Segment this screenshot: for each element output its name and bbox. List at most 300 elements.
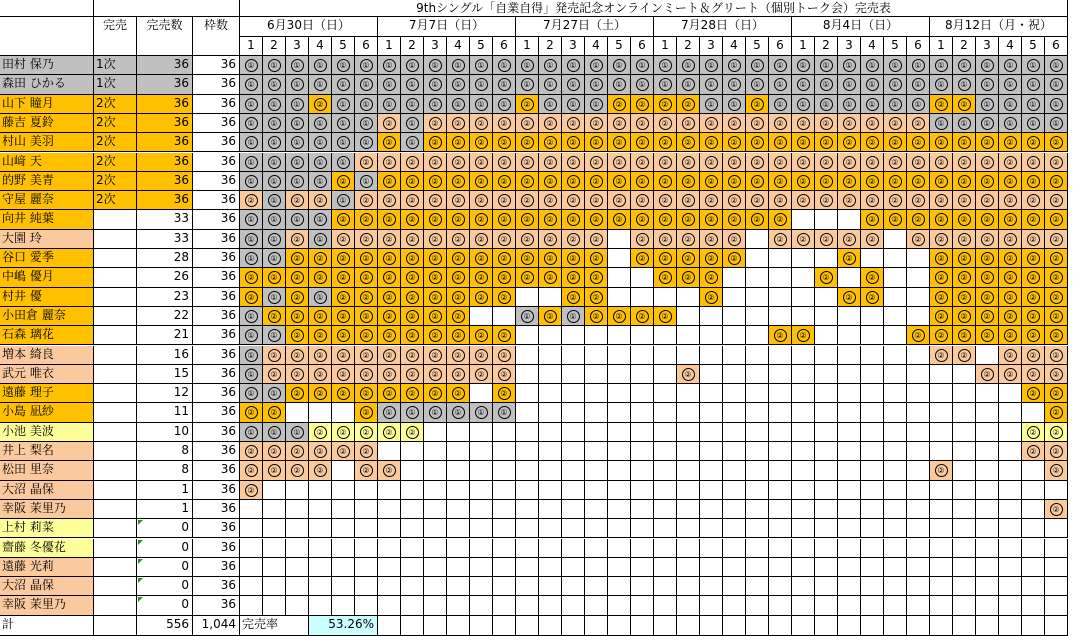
slot-cell[interactable] (631, 423, 654, 442)
slot-cell[interactable] (976, 558, 999, 577)
slot-cell[interactable] (930, 56, 953, 75)
waku-count[interactable]: 36 (193, 230, 240, 249)
slot-cell[interactable] (332, 307, 355, 326)
slot-cell[interactable] (884, 288, 907, 307)
slot-cell[interactable] (424, 442, 447, 461)
kanbai-count[interactable]: 0 (137, 577, 193, 596)
slot-cell[interactable] (999, 384, 1022, 403)
kanbai-count[interactable]: 36 (137, 172, 193, 191)
slot-cell[interactable] (838, 365, 861, 384)
slot-cell[interactable] (585, 268, 608, 287)
slot-cell[interactable] (815, 75, 838, 94)
slot-cell[interactable] (907, 210, 930, 229)
slot-cell[interactable] (930, 384, 953, 403)
slot-cell[interactable] (424, 133, 447, 152)
slot-cell[interactable] (861, 577, 884, 596)
slot-cell[interactable] (930, 114, 953, 133)
slot-cell[interactable] (470, 577, 493, 596)
slot-cell[interactable] (516, 210, 539, 229)
slot-cell[interactable] (631, 75, 654, 94)
slot-cell[interactable] (976, 56, 999, 75)
slot-cell[interactable] (792, 268, 815, 287)
slot-cell[interactable] (1022, 442, 1045, 461)
slot-cell[interactable] (907, 558, 930, 577)
slot-cell[interactable] (309, 307, 332, 326)
slot-cell[interactable] (240, 596, 263, 615)
slot-cell[interactable] (815, 210, 838, 229)
member-name[interactable]: 遠藤 理子 (0, 384, 94, 403)
slot-cell[interactable] (700, 326, 723, 345)
slot-number-header[interactable]: 4 (723, 37, 746, 56)
waku-count[interactable]: 36 (193, 114, 240, 133)
kanbai-status[interactable] (94, 268, 137, 287)
slot-cell[interactable] (723, 346, 746, 365)
slot-cell[interactable] (263, 558, 286, 577)
slot-cell[interactable] (309, 461, 332, 480)
slot-cell[interactable] (608, 500, 631, 519)
slot-cell[interactable] (769, 56, 792, 75)
slot-cell[interactable] (654, 326, 677, 345)
slot-cell[interactable] (562, 95, 585, 114)
slot-cell[interactable] (861, 326, 884, 345)
slot-cell[interactable] (332, 249, 355, 268)
slot-cell[interactable] (424, 191, 447, 210)
slot-cell[interactable] (585, 288, 608, 307)
slot-cell[interactable] (447, 442, 470, 461)
slot-cell[interactable] (999, 423, 1022, 442)
slot-cell[interactable] (539, 133, 562, 152)
member-name[interactable]: 小田倉 麗奈 (0, 307, 94, 326)
slot-cell[interactable] (378, 384, 401, 403)
footer-empty-cell[interactable] (746, 616, 769, 636)
slot-cell[interactable] (1045, 384, 1068, 403)
slot-cell[interactable] (378, 519, 401, 538)
slot-cell[interactable] (470, 384, 493, 403)
slot-cell[interactable] (608, 519, 631, 538)
slot-cell[interactable] (424, 153, 447, 172)
member-name[interactable]: 小島 凪紗 (0, 403, 94, 422)
slot-cell[interactable] (401, 384, 424, 403)
slot-cell[interactable] (378, 133, 401, 152)
slot-cell[interactable] (999, 442, 1022, 461)
slot-number-header[interactable]: 3 (700, 37, 723, 56)
slot-cell[interactable] (861, 384, 884, 403)
slot-cell[interactable] (953, 346, 976, 365)
slot-cell[interactable] (424, 268, 447, 287)
slot-cell[interactable] (424, 210, 447, 229)
slot-cell[interactable] (378, 326, 401, 345)
kanbai-status[interactable] (94, 384, 137, 403)
slot-cell[interactable] (654, 268, 677, 287)
kanbai-status[interactable]: 2次 (94, 95, 137, 114)
footer-total-waku[interactable]: 1,044 (193, 616, 240, 636)
slot-cell[interactable] (930, 346, 953, 365)
slot-cell[interactable] (815, 558, 838, 577)
slot-cell[interactable] (401, 346, 424, 365)
slot-cell[interactable] (815, 307, 838, 326)
kanbai-status[interactable] (94, 403, 137, 422)
slot-cell[interactable] (355, 442, 378, 461)
slot-cell[interactable] (493, 365, 516, 384)
slot-number-header[interactable]: 1 (240, 37, 263, 56)
slot-cell[interactable] (470, 558, 493, 577)
footer-empty-cell[interactable] (861, 616, 884, 636)
slot-cell[interactable] (355, 461, 378, 480)
slot-cell[interactable] (907, 230, 930, 249)
slot-cell[interactable] (585, 365, 608, 384)
slot-cell[interactable] (1045, 577, 1068, 596)
slot-cell[interactable] (769, 75, 792, 94)
slot-cell[interactable] (516, 230, 539, 249)
member-name[interactable]: 森田 ひかる (0, 75, 94, 94)
footer-empty-cell[interactable] (930, 616, 953, 636)
slot-cell[interactable] (999, 230, 1022, 249)
slot-cell[interactable] (746, 423, 769, 442)
kanbai-count[interactable]: 36 (137, 56, 193, 75)
slot-cell[interactable] (378, 114, 401, 133)
slot-cell[interactable] (470, 56, 493, 75)
slot-cell[interactable] (539, 461, 562, 480)
slot-cell[interactable] (746, 461, 769, 480)
slot-cell[interactable] (815, 481, 838, 500)
footer-empty-cell[interactable] (769, 616, 792, 636)
slot-cell[interactable] (309, 230, 332, 249)
slot-cell[interactable] (953, 577, 976, 596)
kanbai-count[interactable]: 36 (137, 191, 193, 210)
slot-cell[interactable] (562, 268, 585, 287)
slot-cell[interactable] (447, 403, 470, 422)
slot-cell[interactable] (654, 191, 677, 210)
slot-cell[interactable] (263, 75, 286, 94)
slot-cell[interactable] (861, 172, 884, 191)
member-name[interactable]: 山下 瞳月 (0, 95, 94, 114)
slot-cell[interactable] (309, 423, 332, 442)
slot-cell[interactable] (493, 268, 516, 287)
footer-empty-cell[interactable] (585, 616, 608, 636)
slot-cell[interactable] (792, 172, 815, 191)
slot-cell[interactable] (493, 114, 516, 133)
slot-cell[interactable] (907, 133, 930, 152)
slot-cell[interactable] (631, 114, 654, 133)
slot-cell[interactable] (309, 577, 332, 596)
slot-cell[interactable] (539, 191, 562, 210)
slot-cell[interactable] (263, 288, 286, 307)
slot-cell[interactable] (1045, 210, 1068, 229)
slot-cell[interactable] (332, 172, 355, 191)
slot-cell[interactable] (861, 56, 884, 75)
slot-number-header[interactable]: 2 (953, 37, 976, 56)
slot-cell[interactable] (286, 558, 309, 577)
slot-cell[interactable] (792, 500, 815, 519)
slot-cell[interactable] (838, 172, 861, 191)
slot-cell[interactable] (677, 172, 700, 191)
slot-cell[interactable] (401, 114, 424, 133)
slot-cell[interactable] (447, 596, 470, 615)
footer-empty-cell[interactable] (677, 616, 700, 636)
slot-cell[interactable] (999, 172, 1022, 191)
slot-cell[interactable] (769, 307, 792, 326)
slot-cell[interactable] (608, 288, 631, 307)
slot-cell[interactable] (332, 95, 355, 114)
slot-cell[interactable] (930, 539, 953, 558)
slot-number-header[interactable]: 4 (309, 37, 332, 56)
slot-cell[interactable] (1045, 56, 1068, 75)
slot-cell[interactable] (493, 307, 516, 326)
slot-cell[interactable] (1045, 481, 1068, 500)
slot-cell[interactable] (309, 288, 332, 307)
slot-cell[interactable] (378, 461, 401, 480)
slot-cell[interactable] (700, 288, 723, 307)
slot-cell[interactable] (930, 249, 953, 268)
kanbai-count[interactable]: 1 (137, 481, 193, 500)
slot-cell[interactable] (309, 95, 332, 114)
slot-cell[interactable] (378, 75, 401, 94)
slot-cell[interactable] (516, 95, 539, 114)
sheet-title[interactable]: 9thシングル「自業自得」発売記念オンラインミート＆グリート（個別トーク会）完売表 (240, 0, 1068, 17)
slot-cell[interactable] (562, 56, 585, 75)
slot-cell[interactable] (815, 191, 838, 210)
slot-number-header[interactable]: 2 (263, 37, 286, 56)
slot-cell[interactable] (1045, 191, 1068, 210)
slot-cell[interactable] (355, 114, 378, 133)
slot-cell[interactable] (1045, 114, 1068, 133)
slot-cell[interactable] (631, 442, 654, 461)
slot-cell[interactable] (332, 230, 355, 249)
slot-cell[interactable] (700, 346, 723, 365)
slot-cell[interactable] (286, 288, 309, 307)
slot-cell[interactable] (240, 403, 263, 422)
slot-cell[interactable] (355, 56, 378, 75)
slot-cell[interactable] (332, 268, 355, 287)
slot-cell[interactable] (401, 153, 424, 172)
slot-cell[interactable] (309, 500, 332, 519)
slot-cell[interactable] (539, 384, 562, 403)
slot-cell[interactable] (861, 75, 884, 94)
slot-cell[interactable] (677, 442, 700, 461)
slot-number-header[interactable]: 6 (907, 37, 930, 56)
slot-cell[interactable] (263, 249, 286, 268)
slot-cell[interactable] (378, 539, 401, 558)
slot-cell[interactable] (608, 95, 631, 114)
slot-cell[interactable] (263, 326, 286, 345)
slot-cell[interactable] (884, 539, 907, 558)
slot-cell[interactable] (815, 365, 838, 384)
slot-cell[interactable] (332, 558, 355, 577)
slot-cell[interactable] (447, 346, 470, 365)
slot-number-header[interactable]: 3 (838, 37, 861, 56)
slot-cell[interactable] (562, 596, 585, 615)
slot-cell[interactable] (539, 577, 562, 596)
slot-cell[interactable] (240, 268, 263, 287)
slot-cell[interactable] (516, 596, 539, 615)
slot-number-header[interactable]: 6 (769, 37, 792, 56)
slot-cell[interactable] (953, 288, 976, 307)
slot-cell[interactable] (792, 442, 815, 461)
slot-cell[interactable] (792, 326, 815, 345)
waku-count[interactable]: 36 (193, 133, 240, 152)
slot-cell[interactable] (516, 114, 539, 133)
slot-cell[interactable] (907, 519, 930, 538)
slot-cell[interactable] (332, 153, 355, 172)
slot-cell[interactable] (401, 461, 424, 480)
slot-cell[interactable] (631, 596, 654, 615)
slot-cell[interactable] (562, 519, 585, 538)
slot-cell[interactable] (815, 172, 838, 191)
slot-cell[interactable] (838, 114, 861, 133)
kanbai-count[interactable]: 11 (137, 403, 193, 422)
slot-cell[interactable] (309, 249, 332, 268)
slot-cell[interactable] (654, 500, 677, 519)
kanbai-count[interactable]: 16 (137, 346, 193, 365)
slot-cell[interactable] (976, 288, 999, 307)
slot-cell[interactable] (424, 539, 447, 558)
slot-cell[interactable] (240, 133, 263, 152)
slot-cell[interactable] (516, 481, 539, 500)
kanbai-status[interactable] (94, 442, 137, 461)
slot-cell[interactable] (999, 249, 1022, 268)
slot-cell[interactable] (631, 403, 654, 422)
slot-cell[interactable] (953, 133, 976, 152)
slot-cell[interactable] (838, 210, 861, 229)
kanbai-count[interactable]: 36 (137, 75, 193, 94)
slot-cell[interactable] (1045, 230, 1068, 249)
kanbai-count[interactable]: 10 (137, 423, 193, 442)
slot-cell[interactable] (1045, 539, 1068, 558)
slot-cell[interactable] (470, 307, 493, 326)
slot-cell[interactable] (631, 384, 654, 403)
footer-rate-label[interactable]: 完売率 (240, 616, 309, 636)
slot-number-header[interactable]: 3 (976, 37, 999, 56)
slot-cell[interactable] (746, 114, 769, 133)
slot-cell[interactable] (1022, 403, 1045, 422)
footer-empty-cell[interactable] (562, 616, 585, 636)
slot-cell[interactable] (746, 95, 769, 114)
slot-cell[interactable] (240, 500, 263, 519)
slot-cell[interactable] (861, 95, 884, 114)
slot-cell[interactable] (930, 172, 953, 191)
slot-number-header[interactable]: 2 (677, 37, 700, 56)
slot-cell[interactable] (378, 56, 401, 75)
slot-cell[interactable] (654, 56, 677, 75)
slot-cell[interactable] (723, 114, 746, 133)
slot-number-header[interactable]: 3 (424, 37, 447, 56)
slot-cell[interactable] (769, 481, 792, 500)
slot-cell[interactable] (378, 500, 401, 519)
footer-empty-cell[interactable] (1022, 616, 1045, 636)
slot-cell[interactable] (1022, 365, 1045, 384)
slot-cell[interactable] (608, 133, 631, 152)
slot-cell[interactable] (838, 577, 861, 596)
slot-cell[interactable] (815, 403, 838, 422)
waku-count[interactable]: 36 (193, 326, 240, 345)
slot-cell[interactable] (263, 461, 286, 480)
slot-cell[interactable] (539, 268, 562, 287)
slot-cell[interactable] (930, 191, 953, 210)
slot-cell[interactable] (723, 461, 746, 480)
slot-cell[interactable] (999, 288, 1022, 307)
header-name-blank[interactable] (0, 17, 94, 56)
slot-cell[interactable] (907, 461, 930, 480)
kanbai-status[interactable] (94, 577, 137, 596)
slot-cell[interactable] (585, 95, 608, 114)
slot-cell[interactable] (286, 172, 309, 191)
slot-cell[interactable] (884, 249, 907, 268)
slot-cell[interactable] (493, 423, 516, 442)
slot-cell[interactable] (355, 403, 378, 422)
slot-cell[interactable] (240, 249, 263, 268)
slot-cell[interactable] (309, 403, 332, 422)
slot-cell[interactable] (999, 56, 1022, 75)
slot-cell[interactable] (286, 442, 309, 461)
slot-cell[interactable] (378, 307, 401, 326)
slot-cell[interactable] (677, 95, 700, 114)
slot-cell[interactable] (470, 230, 493, 249)
slot-cell[interactable] (401, 268, 424, 287)
slot-cell[interactable] (1045, 172, 1068, 191)
waku-count[interactable]: 36 (193, 384, 240, 403)
slot-cell[interactable] (884, 577, 907, 596)
slot-cell[interactable] (769, 346, 792, 365)
slot-cell[interactable] (493, 384, 516, 403)
slot-number-header[interactable]: 6 (355, 37, 378, 56)
slot-cell[interactable] (631, 153, 654, 172)
kanbai-count[interactable]: 8 (137, 461, 193, 480)
slot-cell[interactable] (608, 307, 631, 326)
waku-count[interactable]: 36 (193, 307, 240, 326)
slot-cell[interactable] (1045, 307, 1068, 326)
waku-count[interactable]: 36 (193, 95, 240, 114)
slot-cell[interactable] (539, 172, 562, 191)
slot-cell[interactable] (355, 423, 378, 442)
slot-cell[interactable] (516, 346, 539, 365)
slot-cell[interactable] (401, 191, 424, 210)
slot-cell[interactable] (1022, 210, 1045, 229)
slot-number-header[interactable]: 1 (516, 37, 539, 56)
slot-cell[interactable] (1045, 461, 1068, 480)
slot-cell[interactable] (999, 268, 1022, 287)
slot-cell[interactable] (332, 191, 355, 210)
slot-cell[interactable] (240, 442, 263, 461)
slot-number-header[interactable]: 1 (654, 37, 677, 56)
slot-cell[interactable] (792, 403, 815, 422)
slot-cell[interactable] (286, 326, 309, 345)
slot-cell[interactable] (309, 56, 332, 75)
slot-cell[interactable] (286, 75, 309, 94)
slot-cell[interactable] (608, 558, 631, 577)
kanbai-status[interactable]: 1次 (94, 56, 137, 75)
slot-cell[interactable] (723, 326, 746, 345)
slot-cell[interactable] (723, 153, 746, 172)
slot-cell[interactable] (401, 56, 424, 75)
slot-cell[interactable] (976, 596, 999, 615)
slot-cell[interactable] (769, 500, 792, 519)
kanbai-count[interactable]: 28 (137, 249, 193, 268)
slot-cell[interactable] (654, 307, 677, 326)
slot-cell[interactable] (470, 268, 493, 287)
slot-cell[interactable] (746, 172, 769, 191)
slot-number-header[interactable]: 3 (286, 37, 309, 56)
slot-cell[interactable] (608, 346, 631, 365)
slot-cell[interactable] (976, 191, 999, 210)
slot-number-header[interactable]: 4 (861, 37, 884, 56)
slot-number-header[interactable]: 3 (562, 37, 585, 56)
slot-cell[interactable] (838, 191, 861, 210)
slot-cell[interactable] (953, 153, 976, 172)
slot-cell[interactable] (332, 346, 355, 365)
slot-cell[interactable] (332, 423, 355, 442)
slot-cell[interactable] (585, 114, 608, 133)
slot-cell[interactable] (585, 346, 608, 365)
